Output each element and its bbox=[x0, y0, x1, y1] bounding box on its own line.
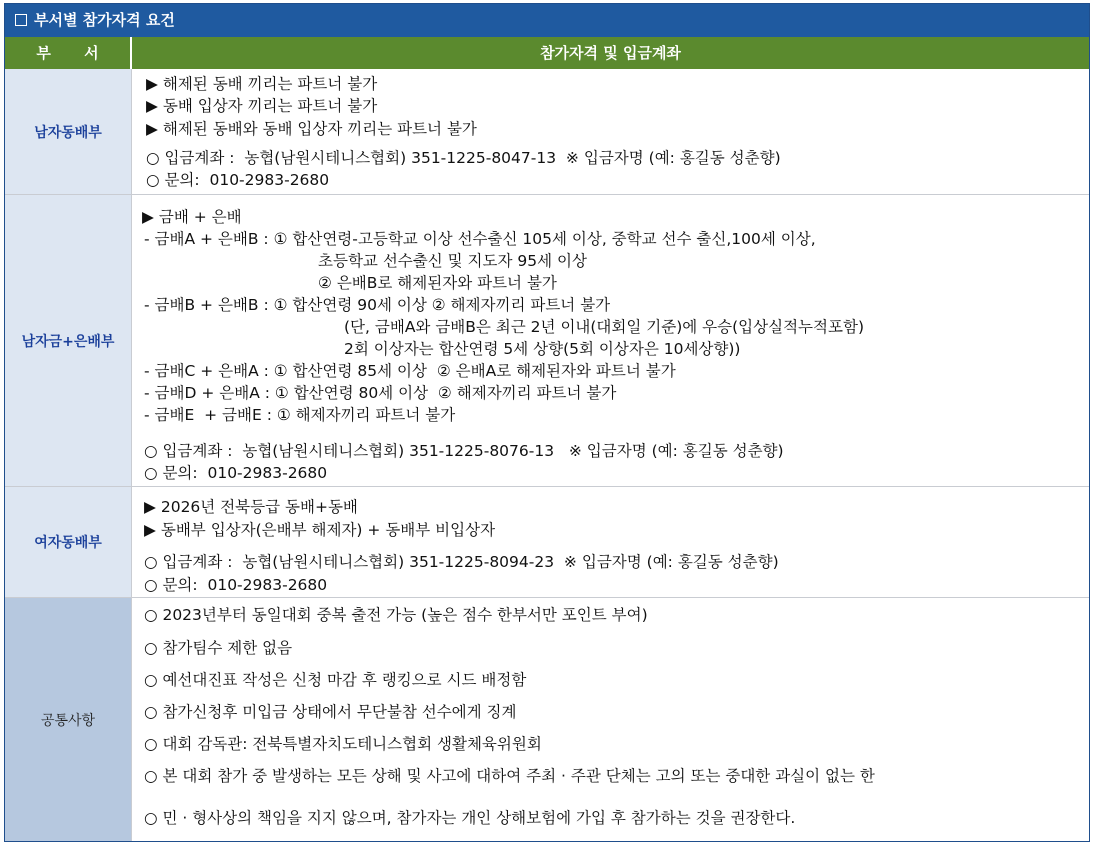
header-qualification: 참가자격 및 입금계좌 bbox=[132, 37, 1089, 69]
content-line: - 금배E + 금배E : ① 해제자끼리 파트너 불가 bbox=[144, 406, 456, 424]
content-line: ○ 참가신청후 미입금 상태에서 무단불참 선수에게 징계 bbox=[144, 703, 517, 721]
section-content bbox=[132, 195, 1089, 486]
section-content bbox=[132, 598, 1089, 841]
section-row-women-dongbae bbox=[5, 487, 1089, 598]
section-content bbox=[132, 69, 1089, 194]
content-line: ② 은배B로 해제된자와 파트너 불가 bbox=[318, 274, 557, 292]
section-row-men-dongbae bbox=[5, 69, 1089, 195]
content-line: ▶ 금배 + 은배 bbox=[142, 208, 242, 226]
content-line: ○ 민 · 형사상의 책임을 지지 않으며, 참가자는 개인 상해보험에 가입 후 참가하는 것을 권장한다. bbox=[144, 809, 796, 827]
content-line: - 금배B + 은배B : ① 합산연령 90세 이상 ② 해제자끼리 파트너 불가 bbox=[144, 296, 611, 314]
content-line: ○ 본 대회 참가 중 발생하는 모든 상해 및 사고에 대하여 주최 · 주관 단체는 고의 또는 중대한 과실이 없는 한 bbox=[144, 767, 875, 785]
header-row bbox=[5, 37, 1089, 69]
table-title-bar bbox=[5, 4, 1089, 37]
content-line: ○ 입금계좌 : 농협(남원시테니스협회) 351-1225-8047-13 ※ 입금자명 (예: 홍길동 성춘향) bbox=[146, 149, 781, 167]
square-icon bbox=[15, 14, 27, 26]
content-line: ▶ 해제된 동배와 동배 입상자 끼리는 파트너 불가 bbox=[146, 120, 477, 138]
table-title: 부서별 참가자격 요건 bbox=[34, 11, 175, 29]
content-line: ○ 입금계좌 : 농협(남원시테니스협회) 351-1225-8094-23 ※ 입금자명 (예: 홍길동 성춘향) bbox=[144, 553, 779, 571]
content-line: ○ 문의: 010-2983-2680 bbox=[144, 464, 328, 482]
requirements-table bbox=[4, 3, 1090, 842]
section-row-common bbox=[5, 598, 1089, 841]
content-line: ○ 문의: 010-2983-2680 bbox=[144, 576, 328, 594]
section-label: 여자동배부 bbox=[5, 487, 132, 597]
content-line: ○ 참가팀수 제한 없음 bbox=[144, 639, 293, 657]
content-line: ○ 2023년부터 동일대회 중복 출전 가능 (높은 점수 한부서만 포인트 부여) bbox=[144, 606, 648, 624]
section-label: 남자동배부 bbox=[5, 69, 132, 194]
content-line: - 금배D + 은배A : ① 합산연령 80세 이상 ② 해제자끼리 파트너 불가 bbox=[144, 384, 617, 402]
content-line: ○ 예선대진표 작성은 신청 마감 후 랭킹으로 시드 배정함 bbox=[144, 671, 527, 689]
content-line: ▶ 2026년 전북등급 동배+동배 bbox=[144, 498, 358, 516]
content-line: ▶ 해제된 동배 끼리는 파트너 불가 bbox=[146, 75, 378, 93]
content-line: 초등학교 선수출신 및 지도자 95세 이상 bbox=[318, 252, 587, 270]
section-label: 남자금+은배부 bbox=[5, 195, 132, 486]
content-line: - 금배A + 은배B : ① 합산연령-고등학교 이상 선수출신 105세 이상, 중학교 선수 출신,100세 이상, bbox=[144, 230, 816, 248]
content-line: (단, 금배A와 금배B은 최근 2년 이내(대회일 기준)에 우승(입상실적누적포함) bbox=[344, 318, 864, 336]
content-line: ▶ 동배부 입상자(은배부 해제자) + 동배부 비입상자 bbox=[144, 521, 496, 539]
content-line: ▶ 동배 입상자 끼리는 파트너 불가 bbox=[146, 97, 378, 115]
section-content bbox=[132, 487, 1089, 597]
section-row-men-gold-silver bbox=[5, 195, 1089, 487]
content-line: ○ 문의: 010-2983-2680 bbox=[146, 171, 330, 189]
content-line: ○ 대회 감독관: 전북특별자치도테니스협회 생활체육위원회 bbox=[144, 735, 542, 753]
content-line: ○ 입금계좌 : 농협(남원시테니스협회) 351-1225-8076-13 ※ 입금자명 (예: 홍길동 성춘향) bbox=[144, 442, 784, 460]
content-line: 2회 이상자는 합산연령 5세 상향(5회 이상자은 10세상향)) bbox=[344, 340, 741, 358]
section-label: 공통사항 bbox=[5, 598, 132, 841]
content-line: - 금배C + 은배A : ① 합산연령 85세 이상 ② 은배A로 해제된자와 파트너 불가 bbox=[144, 362, 676, 380]
header-department: 부 서 bbox=[5, 37, 132, 69]
